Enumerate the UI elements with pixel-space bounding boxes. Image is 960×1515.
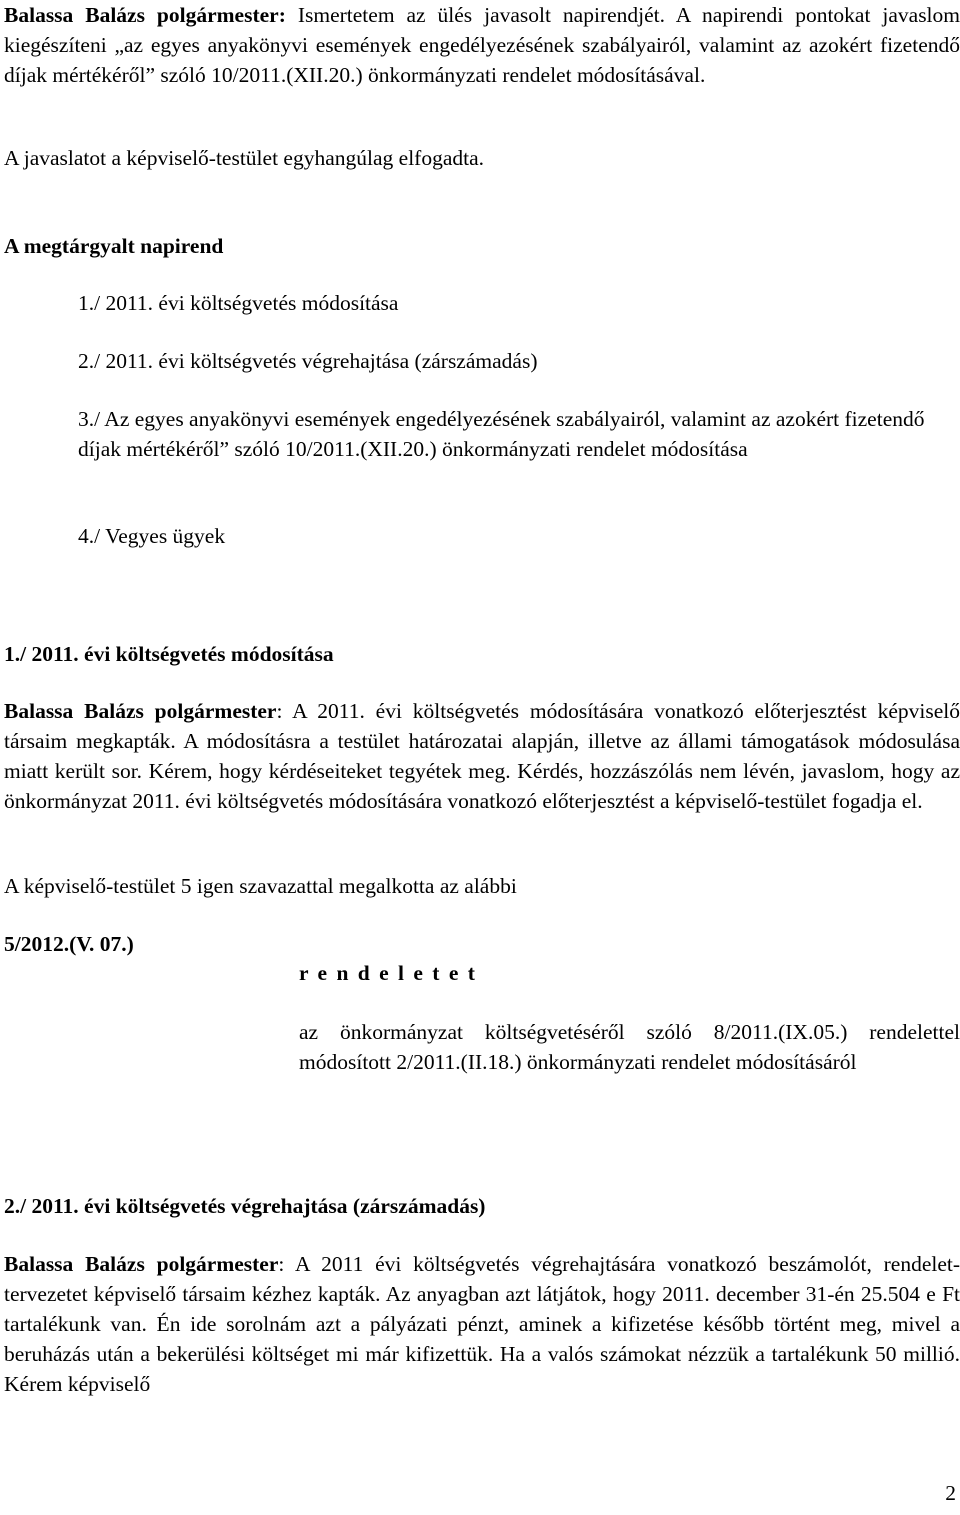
agenda-item-4: 4./ Vegyes ügyek (78, 524, 226, 548)
rendelet-number: 5/2012.(V. 07.) (4, 932, 134, 956)
section1-speaker: Balassa Balázs polgármester (4, 699, 277, 723)
section2-text: : A 2011 évi költségvetés végrehajtására vonatkozó beszámolót, rendelet-tervezetet képviselő társaim kézhez kapták. Az anyagban azt látjátok, hogy 2011. december 31-én 25.504 e Ft tartalékunk van. Én ide sorolnám azt a pályázati pénzt, aminek a kifizetése később történt meg, mivel a beruházás után a bekerülési költséget mi már kifizettük. Ha a valós számokat nézzük a tartalékunk 50 millió. Kérem képviselő (4, 1252, 960, 1396)
page-number: 2 (945, 1481, 956, 1505)
section2-paragraph (4, 1249, 960, 1399)
agenda-item-3: 3./ Az egyes anyakönyvi események engedélyezésének szabályairól, valamint az azokért fizetendő díjak mértékéről” szóló 10/2011.(XII.20.) önkormányzati rendelet módosítása (78, 407, 925, 461)
rendelet-title: az önkormányzat költségvetéséről szóló 8/2011.(IX.05.) rendelettel módosított 2/2011.(II.18.) önkormányzati rendelet módosításáról (299, 1020, 960, 1074)
intro-paragraph (4, 0, 960, 90)
agenda-item-2: 2./ 2011. évi költségvetés végrehajtása (zárszámadás) (78, 349, 538, 373)
section1-heading: 1./ 2011. évi költségvetés módosítása (4, 642, 334, 666)
section2-heading: 2./ 2011. évi költségvetés végrehajtása (zárszámadás) (4, 1194, 486, 1218)
section2-speaker: Balassa Balázs polgármester (4, 1252, 279, 1276)
section1-adopted: A képviselő-testület 5 igen szavazattal megalkotta az alábbi (4, 874, 517, 898)
intro-vote: A javaslatot a képviselő-testület egyhangúlag elfogadta. (4, 146, 485, 170)
rendelet-word: r e n d e l e t e t (299, 961, 477, 985)
intro-speaker: Balassa Balázs polgármester: (4, 3, 286, 27)
agenda-item-1: 1./ 2011. évi költségvetés módosítása (78, 291, 399, 315)
agenda-heading: A megtárgyalt napirend (4, 234, 224, 258)
section1-text: : A 2011. évi költségvetés módosítására vonatkozó előterjesztést képviselő társaim megkapták. A módosításra a testület határozatai alapján, illetve az állami támogatások módosulása miatt került sor. Kérem, hogy kérdéseiteket tegyétek meg. Kérdés, hozzászólás nem lévén, javaslom, hogy az önkormányzat 2011. évi költségvetés módosítására vonatkozó előterjesztést a képviselő-testület fogadja el. (4, 699, 960, 813)
section1-paragraph (4, 696, 960, 816)
intro-text: Ismertetem az ülés javasolt napirendjét. A napirendi pontokat javaslom kiegészíteni „az egyes anyakönyvi események engedélyezésének szabályairól, valamint az azokért fizetendő díjak mértékéről” szóló 10/2011.(XII.20.) önkormányzati rendelet módosításával. (4, 3, 960, 87)
